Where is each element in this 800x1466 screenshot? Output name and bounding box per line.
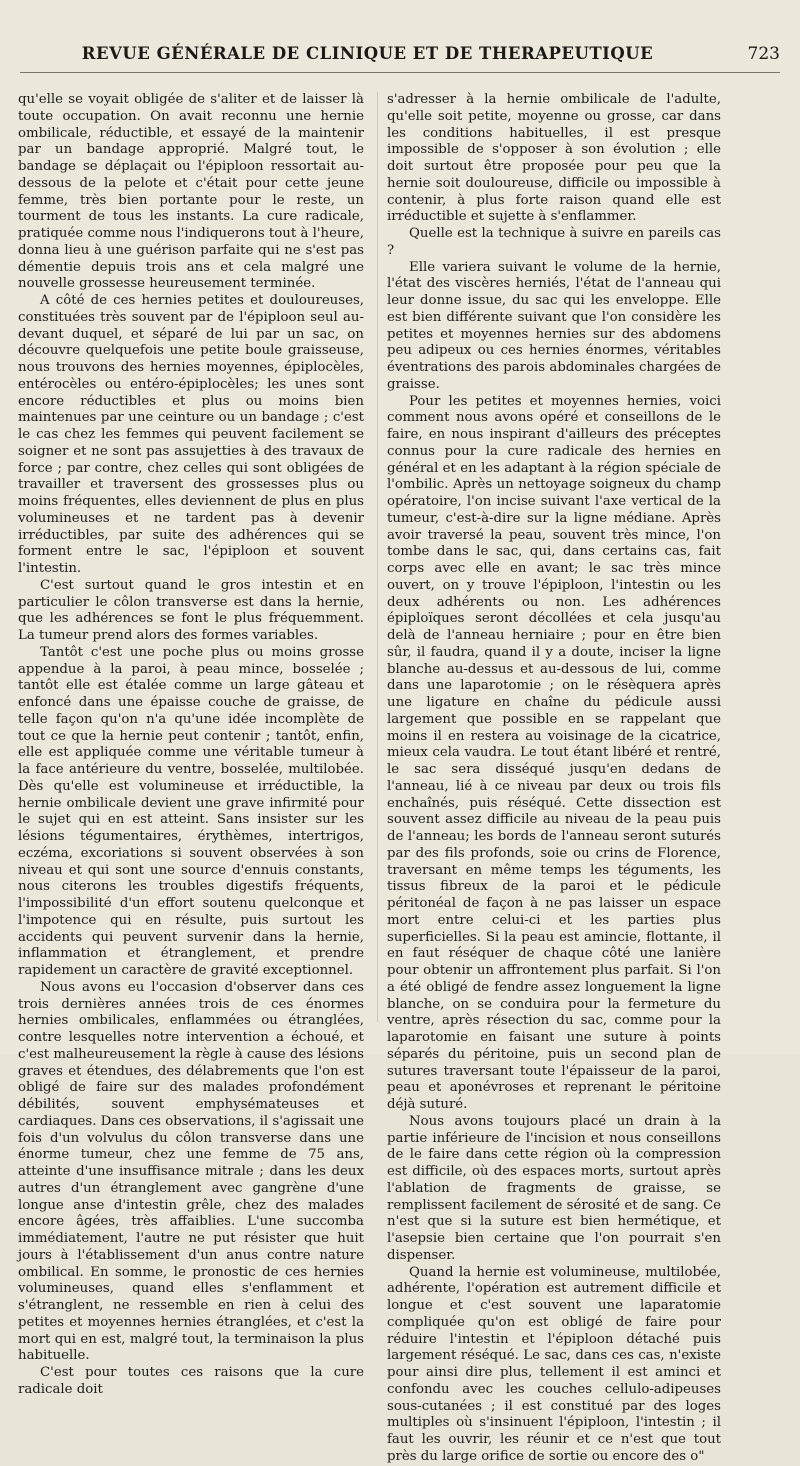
paragraph: Pour les petites et moyennes hernies, voici comment nous avons opéré et conseillons de le faire, en nous inspirant d'ailleurs des préceptes connus pour la cure radicale des hernies en général et en les adaptant à la région spéciale de l'ombilic. Après un nettoyage soigneux du champ opératoire, l'on incise suivant l'axe vertical de la tumeur, c'est-à-dire sur la ligne médiane. Après avoir traversé la peau, souvent très mince, l'on tombe dans le sac, qui, dans certains cas, fait corps avec elle en avant; le sac très mince ouvert, on y trouve l'épiploon, l'intestin ou les deux adhérents ou non. Les adhérences épiploïques seront décollées et cela jusqu'au delà de l'anneau herniaire ; pour en être bien sûr, il faudra, quand il y a doute, inciser la ligne blanche au-dessus et au-dessous de lui, comme dans une laparotomie ; on le résèquera après une ligature en chaîne du pédicule aussi largement que possible en se rappelant que moins il en restera au voisinage de la cicatrice, mieux cela vaudra. Le tout étant libéré et rentré, le sac sera disséqué jusqu'en dedans de l'anneau, lié à ce niveau par deux ou trois fils enchaînés, puis réséqué. Cette dissection est souvent assez difficile au niveau de la peau puis de l'anneau; les bords de l'anneau seront suturés par des fils profonds, soie ou crins de Florence, traversant en même temps les téguments, les tissus fibreux de la paroi et le pédicule péritonéal de façon à ne pas laisser un espace mort entre celui-ci et les parties plus superficielles. Si la peau est amincie, flottante, il en faut réséquer de chaque côté une lanière pour obtenir un affrontement plus parfait. Si l'on a été obligé de fendre assez longuement la ligne blanche, on se conduira pour la fermeture du ventre, après résection du sac, comme pour la laparotomie en faisant une suture à points séparés du péritoine, puis un second plan de sutures traversant toute l'épaisseur de la paroi, peau et aponévroses et reprenant le péritoine déjà suturé. bbox=[387, 393, 721, 1112]
running-title: REVUE GÉNÉRALE DE CLINIQUE ET DE THERAPEUTIQUE bbox=[81, 44, 654, 63]
paragraph: C'est pour toutes ces raisons que la cure radicale doit bbox=[18, 1365, 364, 1397]
paragraph: Nous avons toujours placé un drain à la partie inférieure de l'incision et nous conseillons de le faire dans cette région où la compression est difficile, où des espaces morts, surtout après l'ablation de fragments de graisse, se remplissent facilement de sérosité et de sang. Ce n'est que si la suture est bien hermétique, et l'asepsie bien certaine que l'on pourrait s'en dispenser. bbox=[387, 1113, 721, 1263]
left-column bbox=[18, 92, 364, 1397]
right-column bbox=[387, 92, 721, 1464]
paragraph: Quelle est la technique à suivre en pareils cas ? bbox=[387, 226, 721, 258]
page-number: 723 bbox=[747, 44, 780, 64]
paragraph: Tantôt c'est une poche plus ou moins grosse appendue à la paroi, à peau mince, bosselée ; tantôt elle est étalée comme un large gâteau et enfoncé dans une épaisse couche de graisse, de telle façon qu'on n'a qu'une idée incomplète de tout ce que la hernie peut contenir ; tantôt, enfin, elle est appliquée comme une véritable tumeur à la face antérieure du ventre, bosselée, multilobée. Dès qu'elle est volumineuse et irréductible, la hernie ombilicale devient une grave infirmité pour le sujet qui en est atteint. Sans insister sur les lésions tégumentaires, érythèmes, intertrigos, eczéma, excoriations si souvent observées à son niveau et qui sont une source d'ennuis constants, nous citerons les troubles digestifs fréquents, l'impossibilité d'un effort soutenu quelconque et l'impotence qui en résulte, puis surtout les accidents qui peuvent survenir dans la hernie, inflammation et étranglement, et prendre rapidement un caractère de gravité exceptionnel. bbox=[18, 644, 364, 978]
header-rule bbox=[20, 72, 780, 73]
paragraph: Elle variera suivant le volume de la hernie, l'état des viscères herniés, l'état de l'anneau qui leur donne issue, du sac qui les enveloppe. Elle est bien différente suivant que l'on considère les petites et moyennes hernies sur des abdomens peu adipeux ou ces hernies énormes, véritables éventrations des parois abdominales chargées de graisse. bbox=[387, 259, 721, 392]
paragraph: qu'elle se voyait obligée de s'aliter et de laisser là toute occupation. On avait reconnu une hernie ombilicale, réductible, et essayé de la maintenir par un bandage approprié. Malgré tout, le bandage se déplaçait ou l'épiploon ressortait au-dessous de la pelote et c'était pour cette jeune femme, très bien portante pour le reste, un tourment de tous les instants. La cure radicale, pratiquée comme nous l'indiquerons tout à l'heure, donna lieu à une guérison parfaite qui ne s'est pas démentie depuis trois ans et cela malgré une nouvelle grossesse heureusement terminée. bbox=[18, 92, 364, 292]
paragraph: s'adresser à la hernie ombilicale de l'adulte, qu'elle soit petite, moyenne ou grosse, car dans les conditions habituelles, il est presque impossible de s'opposer à son évolution ; elle doit surtout être proposée pour peu que la hernie soit douloureuse, difficile ou impossible à contenir, à plus forte raison quand elle est irréductible et sujette à s'enflammer. bbox=[387, 92, 721, 225]
paragraph: A côté de ces hernies petites et douloureuses, constituées très souvent par de l'épiploon seul au-devant duquel, et séparé de lui par un sac, on découvre quelquefois une petite boule graisseuse, nous trouvons des hernies moyennes, épiplocèles, entérocèles ou entéro-épiplocèles; les unes sont encore réductibles et plus ou moins bien maintenues par une ceinture ou un bandage ; c'est le cas chez les femmes qui peuvent facilement se soigner et ne sont pas assujetties à des travaux de force ; par contre, chez celles qui sont obligées de travailler et traversent des grossesses plus ou moins fréquentes, elles deviennent de plus en plus volumineuses et ne tardent pas à devenir irréductibles, par suite des adhérences qui se forment entre le sac, l'épiploon et souvent l'intestin. bbox=[18, 293, 364, 576]
paragraph: C'est surtout quand le gros intestin et en particulier le côlon transverse est dans la hernie, que les adhérences se font le plus fréquemment. La tumeur prend alors des formes variables. bbox=[18, 577, 364, 643]
column-gutter bbox=[377, 92, 378, 1022]
paragraph: Nous avons eu l'occasion d'observer dans ces trois dernières années trois de ces énormes hernies ombilicales, enflammées ou étranglées, contre lesquelles notre intervention a échoué, et c'est malheureusement la règle à cause des lésions graves et étendues, des délabrements que l'on est obligé de faire sur des malades profondément débilités, souvent emphysémateuses et cardiaques. Dans ces observations, il s'agissait une fois d'un volvulus du côlon transverse dans une énorme tumeur, chez une femme de 75 ans, atteinte d'une insuffisance mitrale ; dans les deux autres d'un étranglement avec gangrène d'une longue anse d'intestin grêle, chez des malades encore âgées, très affaiblies. L'une succomba immédiatement, l'autre ne put résister que huit jours à l'établissement d'un anus contre nature ombilical. En somme, le pronostic de ces hernies volumineuses, quand elles s'enflamment et s'étranglent, ne ressemble en rien à celui des petites et moyennes hernies étranglées, et c'est la mort qui en est, malgré tout, la terminaison la plus habituelle. bbox=[18, 979, 364, 1364]
running-header bbox=[0, 40, 800, 70]
paragraph: Quand la hernie est volumineuse, multilobée, adhérente, l'opération est autrement difficile et longue et c'est souvent une laparatomie compliquée qu'on est obligé de faire pour réduire l'intestin et l'épiploon détaché puis largement réséqué. Le sac, dans ces cas, n'existe pour ainsi dire plus, tellement il est aminci et confondu avec les couches cellulo-adipeuses sous-cutanées ; il est constitué par des loges multiples où s'insinuent l'épiploon, l'intestin ; il faut les ouvrir, les réunir et ce n'est que tout près du large orifice de sortie ou encore des o" bbox=[387, 1264, 721, 1464]
